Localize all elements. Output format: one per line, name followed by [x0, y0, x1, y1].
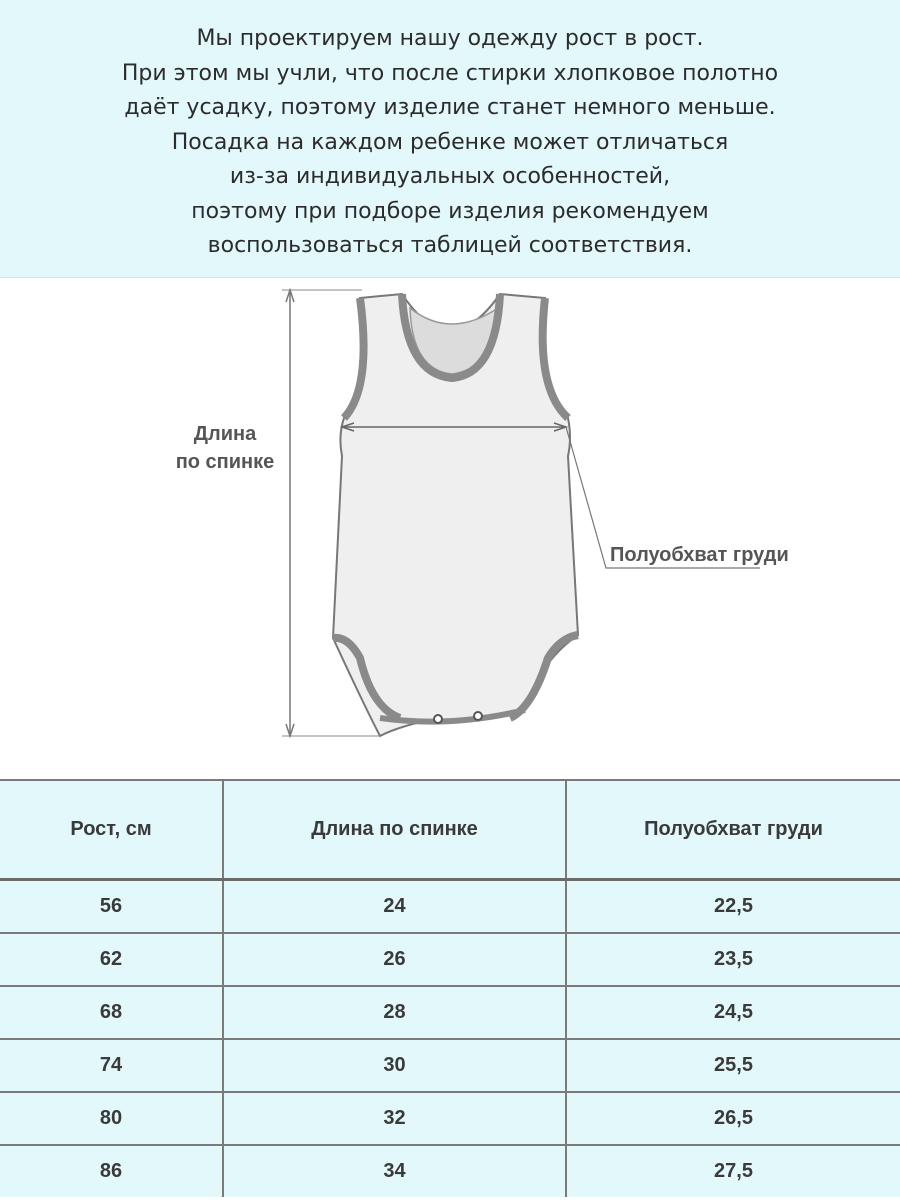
cell-height: 80 [0, 1092, 223, 1145]
cell-height: 56 [0, 880, 223, 934]
length-label-line1: Длина [193, 423, 257, 445]
cell-half-chest: 25,5 [566, 1039, 900, 1092]
cell-back-length: 24 [223, 880, 566, 934]
cell-half-chest: 26,5 [566, 1092, 900, 1145]
cell-height: 68 [0, 986, 223, 1039]
table-row [0, 986, 900, 1039]
measurement-figure [0, 278, 900, 780]
intro-line: Посадка на каждом ребенке может отличаться [171, 129, 729, 155]
length-label [150, 420, 300, 476]
table-row [0, 880, 900, 934]
cell-half-chest: 27,5 [566, 1145, 900, 1197]
column-header-back-length: Длина по спинке [223, 780, 566, 880]
cell-back-length: 30 [223, 1039, 566, 1092]
column-header-half-chest: Полуобхват груди [566, 780, 900, 880]
cell-back-length: 26 [223, 933, 566, 986]
cell-height: 86 [0, 1145, 223, 1197]
table-row [0, 933, 900, 986]
snap-button [434, 715, 442, 723]
sleeveless-bodysuit-icon [0, 278, 900, 780]
cell-half-chest: 23,5 [566, 933, 900, 986]
intro-line: поэтому при подборе изделия рекомендуем [191, 198, 709, 224]
length-label-line2: по спинке [175, 451, 275, 473]
intro-line: Мы проектируем нашу одежду рост в рост. [196, 26, 704, 51]
intro-line: воспользоваться таблицей соответствия. [207, 233, 693, 258]
cell-half-chest: 24,5 [566, 986, 900, 1039]
intro-text [0, 22, 900, 264]
table-header-row [0, 780, 900, 880]
cell-back-length: 34 [223, 1145, 566, 1197]
size-table [0, 779, 900, 1197]
chest-label: Полуобхват груди [610, 544, 789, 566]
cell-height: 74 [0, 1039, 223, 1092]
snap-button [474, 712, 482, 720]
column-header-height: Рост, см [0, 780, 223, 880]
table-row [0, 1092, 900, 1145]
table-row [0, 1039, 900, 1092]
table-row [0, 1145, 900, 1197]
intro-line: даёт усадку, поэтому изделие станет немного меньше. [124, 95, 776, 120]
intro-line: При этом мы учли, что после стирки хлопковое полотно [121, 60, 779, 86]
intro-panel [0, 0, 900, 278]
cell-back-length: 28 [223, 986, 566, 1039]
cell-height: 62 [0, 933, 223, 986]
cell-half-chest: 22,5 [566, 880, 900, 934]
intro-line: из-за индивидуальных особенностей, [229, 164, 671, 189]
cell-back-length: 32 [223, 1092, 566, 1145]
